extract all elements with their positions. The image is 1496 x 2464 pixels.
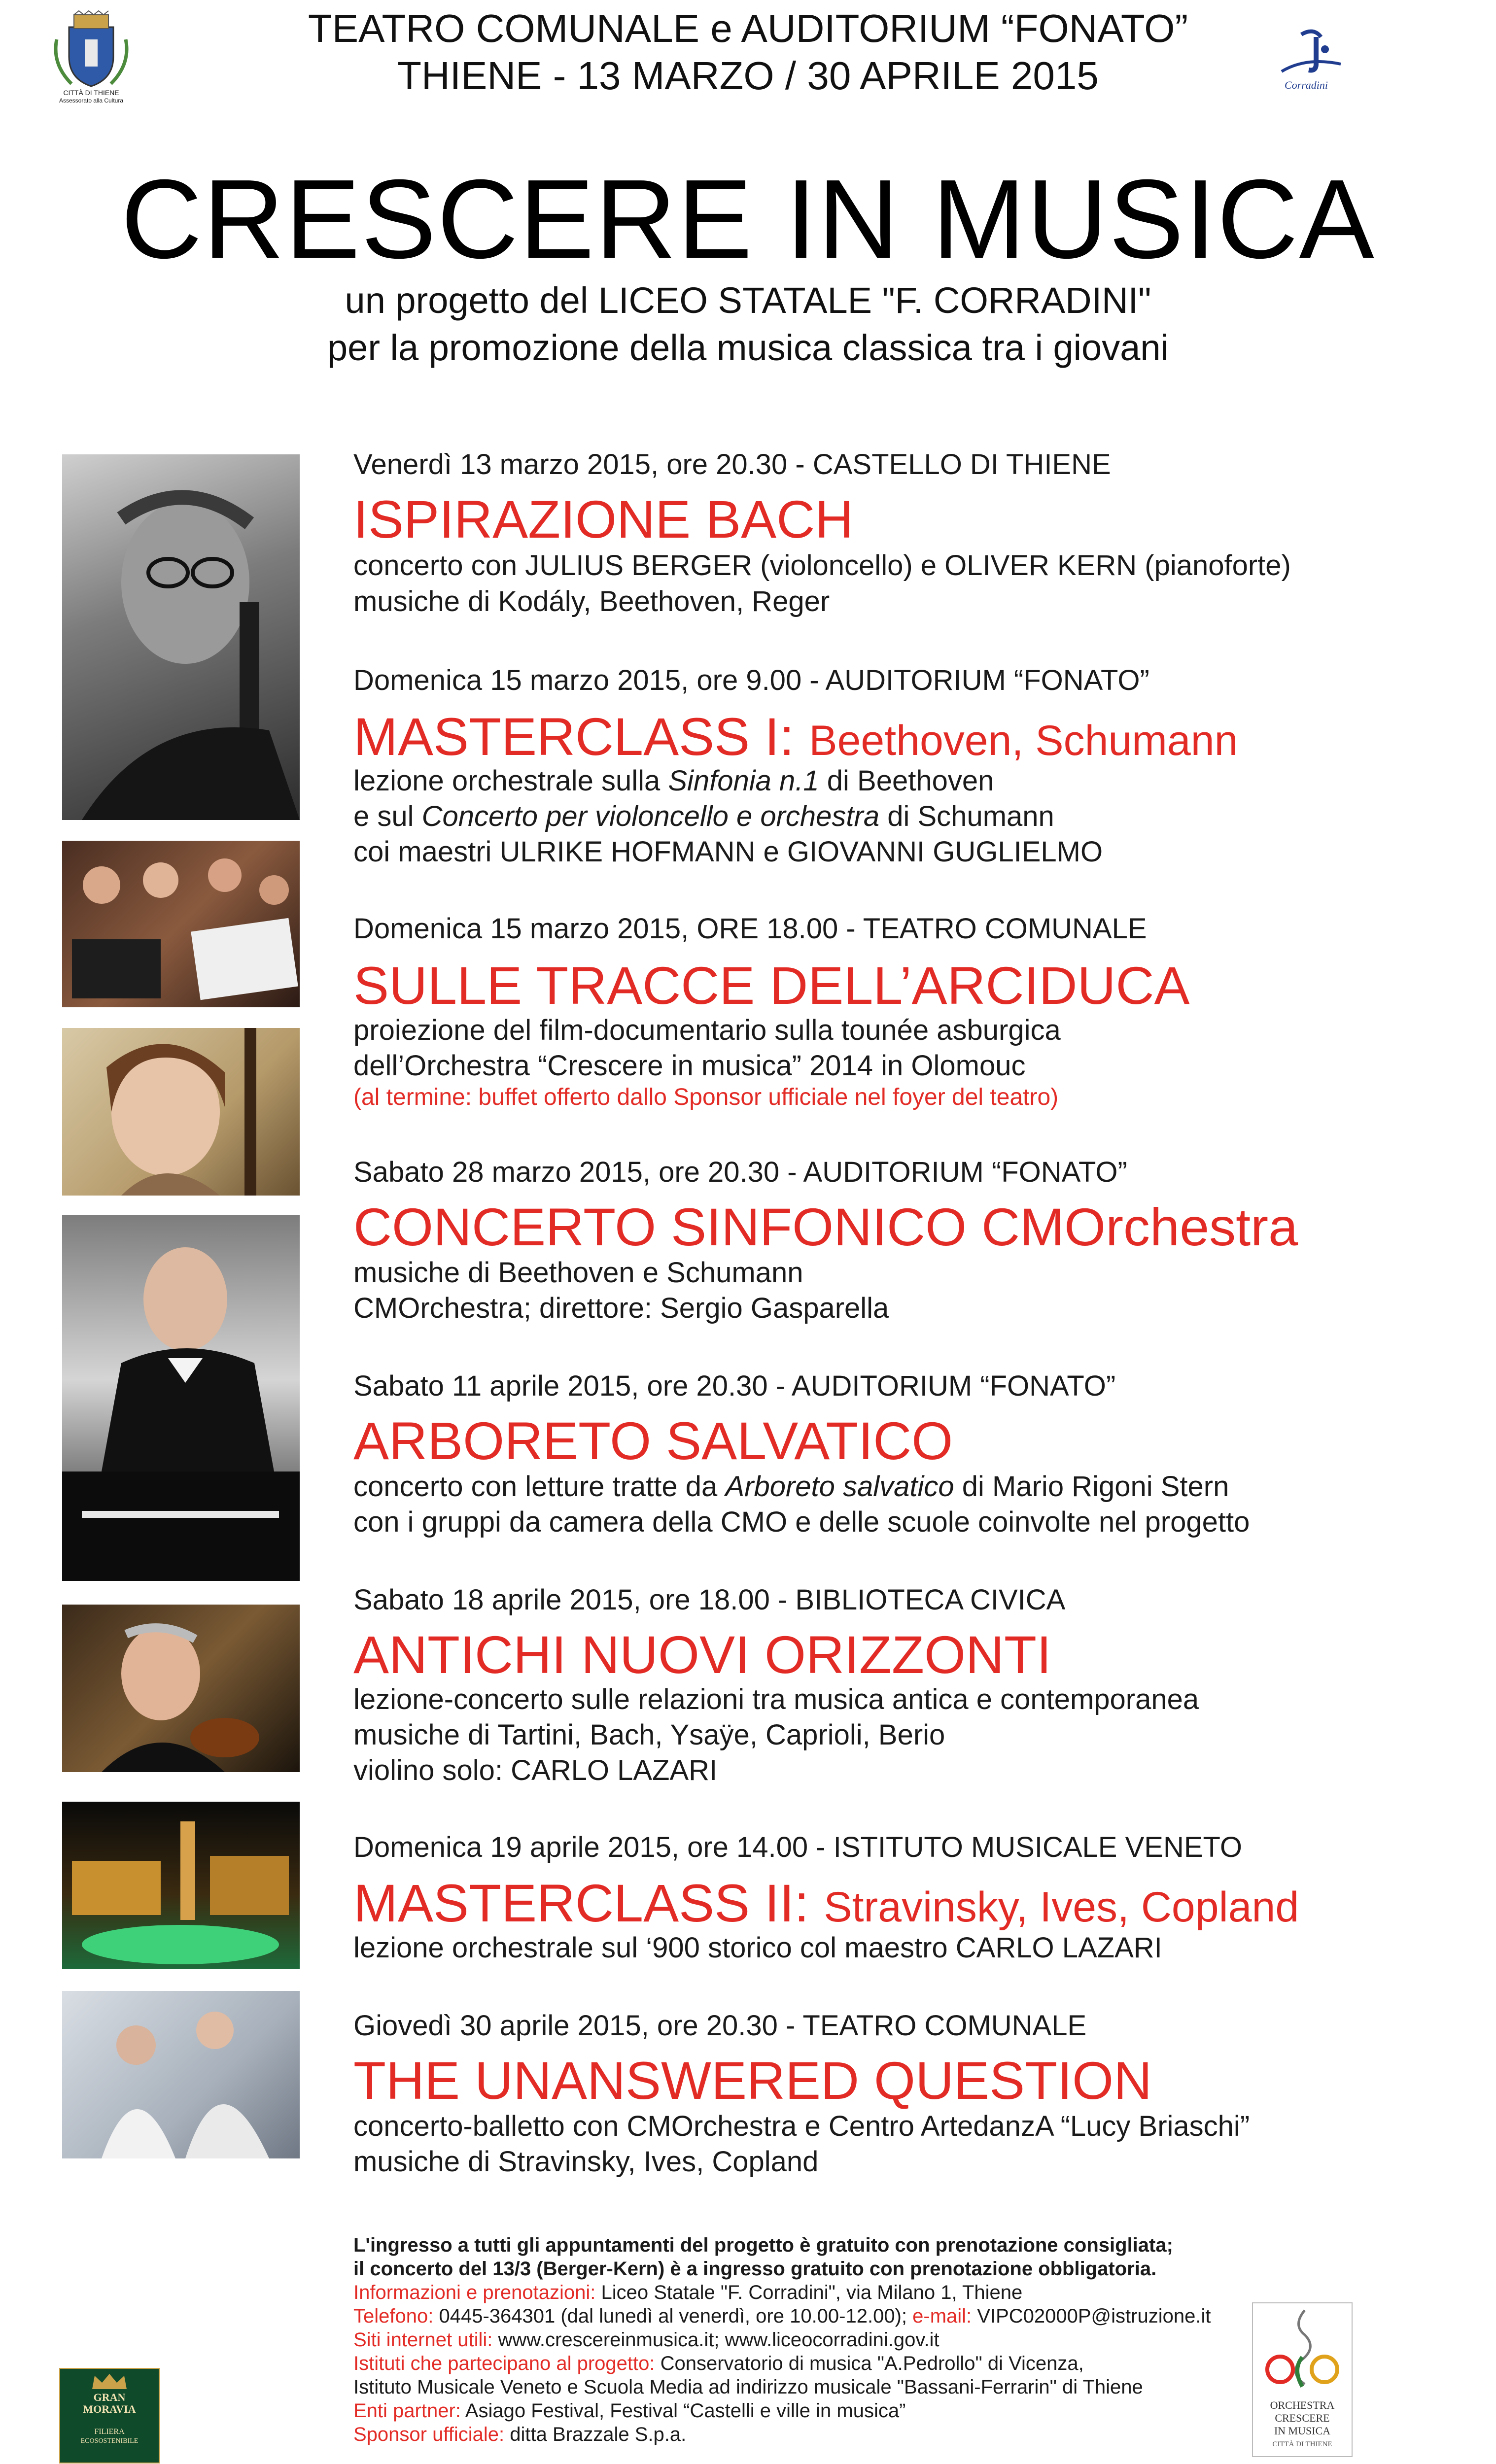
footer-phone-label: Telefono: [353,2305,434,2327]
event-4-line-1: musiche di Beethoven e Schumann [353,1257,803,1289]
photo-violinist [62,1605,300,1772]
event-2-line-2-italic: Concerto per violoncello e orchestra [421,800,880,832]
footer-bold-line-2: il concerto del 13/3 (Berger-Kern) è a ingresso gratuito con prenotazione obbligatoria. [353,2258,1157,2280]
event-8-date: Giovedì 30 aprile 2015, ore 20.30 - TEATRO COMUNALE [353,2010,1087,2042]
corradini-icon [1267,25,1346,79]
event-2-line-2-post: di Schumann [879,800,1054,832]
footer-info-value: Liceo Statale "F. Corradini", via Milano 1, Thiene [595,2282,1023,2303]
event-4-line-2: CMOrchestra; direttore: Sergio Gasparella [353,1292,889,1324]
event-2-line-3: coi maestri ULRIKE HOFMANN e GIOVANNI GUGLIELMO [353,836,1103,868]
sponsor-logo-line-1: GRAN [93,2391,126,2403]
treble-clef-icon [1258,2305,1347,2399]
footer-phone [353,2304,1211,2328]
sponsor-logo-gran-moravia [59,2368,160,2464]
orchestra-logo [1252,2302,1353,2457]
event-5-line-2: con i gruppi da camera della CMO e delle scuole coinvolte nel progetto [353,1506,1250,1538]
crown-icon [90,2372,129,2392]
sponsor-logo-line-3: FILIERA [94,2428,125,2436]
pianist-icon [62,1215,300,1581]
event-6-line-1: lezione-concerto sulle relazioni tra musica antica e contemporanea [353,1683,1199,1715]
event-6-title: ANTICHI NUOVI ORIZZONTI [353,1625,1051,1684]
footer-institutes-2: Istituto Musicale Veneto e Scuola Media ad indirizzo musicale "Bassani-Ferrarin" di Thiene [353,2376,1143,2398]
footer-phone-value: 0445-364301 (dal lunedì al venerdì, ore 10.00-12.00); [433,2305,907,2327]
orchestra-icon [62,841,300,1007]
event-2-title-suffix: Beethoven, Schumann [809,717,1238,764]
orchestra-logo-line-3: IN MUSICA [1274,2425,1331,2437]
photo-female-cellist [62,1028,300,1196]
footer-email-label: e-mail: [907,2305,972,2327]
footer-bold-line-1: L'ingresso a tutti gli appuntamenti del progetto è gratuito con prenotazione consigliata; [353,2234,1173,2256]
square-icon [62,1802,300,1969]
event-4-date: Sabato 28 marzo 2015, ore 20.30 - AUDITORIUM “FONATO” [353,1156,1127,1188]
event-2-line-1-pre: lezione orchestrale sulla [353,765,668,797]
dancers-icon [62,1991,300,2158]
event-2-line-1 [353,764,994,798]
footer-institutes-value: Conservatorio di musica "A.Pedrollo" di Vicenza, [655,2353,1084,2374]
footer-partners-value: Asiago Festival, Festival “Castelli e ville in musica” [460,2400,906,2422]
footer-info-label: Informazioni e prenotazioni: [353,2282,596,2303]
footer-partners [353,2399,905,2423]
photo-night-square [62,1802,300,1969]
event-8-title: THE UNANSWERED QUESTION [353,2051,1152,2110]
photo-cellist-portrait [62,454,300,820]
event-5-date: Sabato 11 aprile 2015, ore 20.30 - AUDITORIUM “FONATO” [353,1370,1116,1402]
main-title: CRESCERE IN MUSICA [121,157,1375,282]
corradini-logo [1267,25,1346,89]
event-3-note: (al termine: buffet offerto dallo Sponsor ufficiale nel foyer del teatro) [353,1084,1059,1110]
event-3-line-2: dell’Orchestra “Crescere in musica” 2014 in Olomouc [353,1050,1026,1082]
event-7-title-suffix: Stravinsky, Ives, Copland [824,1883,1299,1931]
footer-web [353,2328,939,2352]
orchestra-logo-line-2: CRESCERE [1275,2412,1330,2424]
event-1-line-1: concerto con JULIUS BERGER (violoncello) e OLIVER KERN (pianoforte) [353,549,1291,582]
event-2-date: Domenica 15 marzo 2015, ore 9.00 - AUDITORIUM “FONATO” [353,664,1149,696]
crest-caption: CITTÀ DI THIENE [63,89,119,97]
photo-dancers [62,1991,300,2158]
event-5-title: ARBORETO SALVATICO [353,1411,953,1471]
event-5-line-1 [353,1470,1229,1504]
footer-info [353,2281,1022,2304]
footer-sponsor-label: Sponsor ufficiale: [353,2424,505,2445]
event-6-line-2: musiche di Tartini, Bach, Ysaÿe, Caprioli, Berio [353,1719,945,1751]
event-5-line-1-pre: concerto con letture tratte da [353,1471,726,1503]
footer-sponsor-value: ditta Brazzale S.p.a. [504,2424,687,2445]
event-1-title: ISPIRAZIONE BACH [353,489,854,549]
event-3-title: SULLE TRACCE DELL’ARCIDUCA [353,956,1190,1015]
header-line-2: THIENE - 13 MARZO / 30 APRILE 2015 [397,54,1099,98]
event-1-line-2: musiche di Kodály, Beethoven, Reger [353,585,830,617]
event-5-line-1-post: di Mario Rigoni Stern [954,1471,1229,1503]
cellist-icon [62,1028,300,1196]
event-8-line-1: concerto-balletto con CMOrchestra e Centro ArtedanzA “Lucy Briaschi” [353,2110,1250,2142]
subtitle-line-2: per la promozione della musica classica tra i giovani [327,327,1169,368]
event-3-date: Domenica 15 marzo 2015, ORE 18.00 - TEATRO COMUNALE [353,913,1147,945]
footer-web-value[interactable]: www.crescereinmusica.it; www.liceocorradini.gov.it [492,2329,939,2351]
event-2-line-1-post: di Beethoven [819,765,994,797]
crest-caption-sub: Assessorato alla Cultura [59,97,124,104]
event-3-line-1: proiezione del film-documentario sulla tounée asburgica [353,1014,1061,1046]
header-line-1: TEATRO COMUNALE e AUDITORIUM “FONATO” [308,6,1188,50]
event-2-title-main: MASTERCLASS I: [353,707,795,766]
footer-partners-label: Enti partner: [353,2400,461,2422]
footer-institutes [353,2352,1084,2375]
event-6-line-3: violino solo: CARLO LAZARI [353,1754,718,1786]
event-2-line-2 [353,799,1054,834]
event-2-title [353,707,1238,770]
footer-sponsor [353,2423,686,2446]
event-2-line-2-pre: e sul [353,800,422,832]
event-6-date: Sabato 18 aprile 2015, ore 18.00 - BIBLIOTECA CIVICA [353,1584,1066,1616]
event-7-title-main: MASTERCLASS II: [353,1873,809,1933]
event-8-line-2: musiche di Stravinsky, Ives, Copland [353,2146,819,2178]
event-4-title: CONCERTO SINFONICO CMOrchestra [353,1197,1298,1257]
event-1-date: Venerdì 13 marzo 2015, ore 20.30 - CASTELLO DI THIENE [353,448,1111,480]
portrait-icon [62,454,300,820]
event-7-title [353,1874,1299,1937]
corradini-logo-text: Corradini [1284,79,1328,91]
orchestra-logo-line-1: ORCHESTRA [1270,2399,1335,2411]
event-7-date: Domenica 19 aprile 2015, ore 14.00 - ISTITUTO MUSICALE VENETO [353,1831,1243,1863]
sponsor-logo-line-4: ECOSOSTENIBILE [80,2437,139,2445]
footer-web-label: Siti internet utili: [353,2329,493,2351]
photo-young-orchestra [62,841,300,1007]
orchestra-logo-line-4: CITTÀ DI THIENE [1272,2440,1332,2448]
event-7-line-1: lezione orchestrale sul ‘900 storico col maestro CARLO LAZARI [353,1932,1162,1964]
photo-pianist [62,1215,300,1581]
footer-institutes-label: Istituti che partecipano al progetto: [353,2353,655,2374]
sponsor-logo-line-2: MORAVIA [83,2403,136,2415]
event-2-line-1-italic: Sinfonia n.1 [668,765,819,797]
footer-email-value[interactable]: VIPC02000P@istruzione.it [972,2305,1211,2327]
subtitle-line-1: un progetto del LICEO STATALE "F. CORRADINI" [345,280,1151,321]
event-5-line-1-italic: Arboreto salvatico [725,1471,954,1503]
violinist-icon [62,1605,300,1772]
